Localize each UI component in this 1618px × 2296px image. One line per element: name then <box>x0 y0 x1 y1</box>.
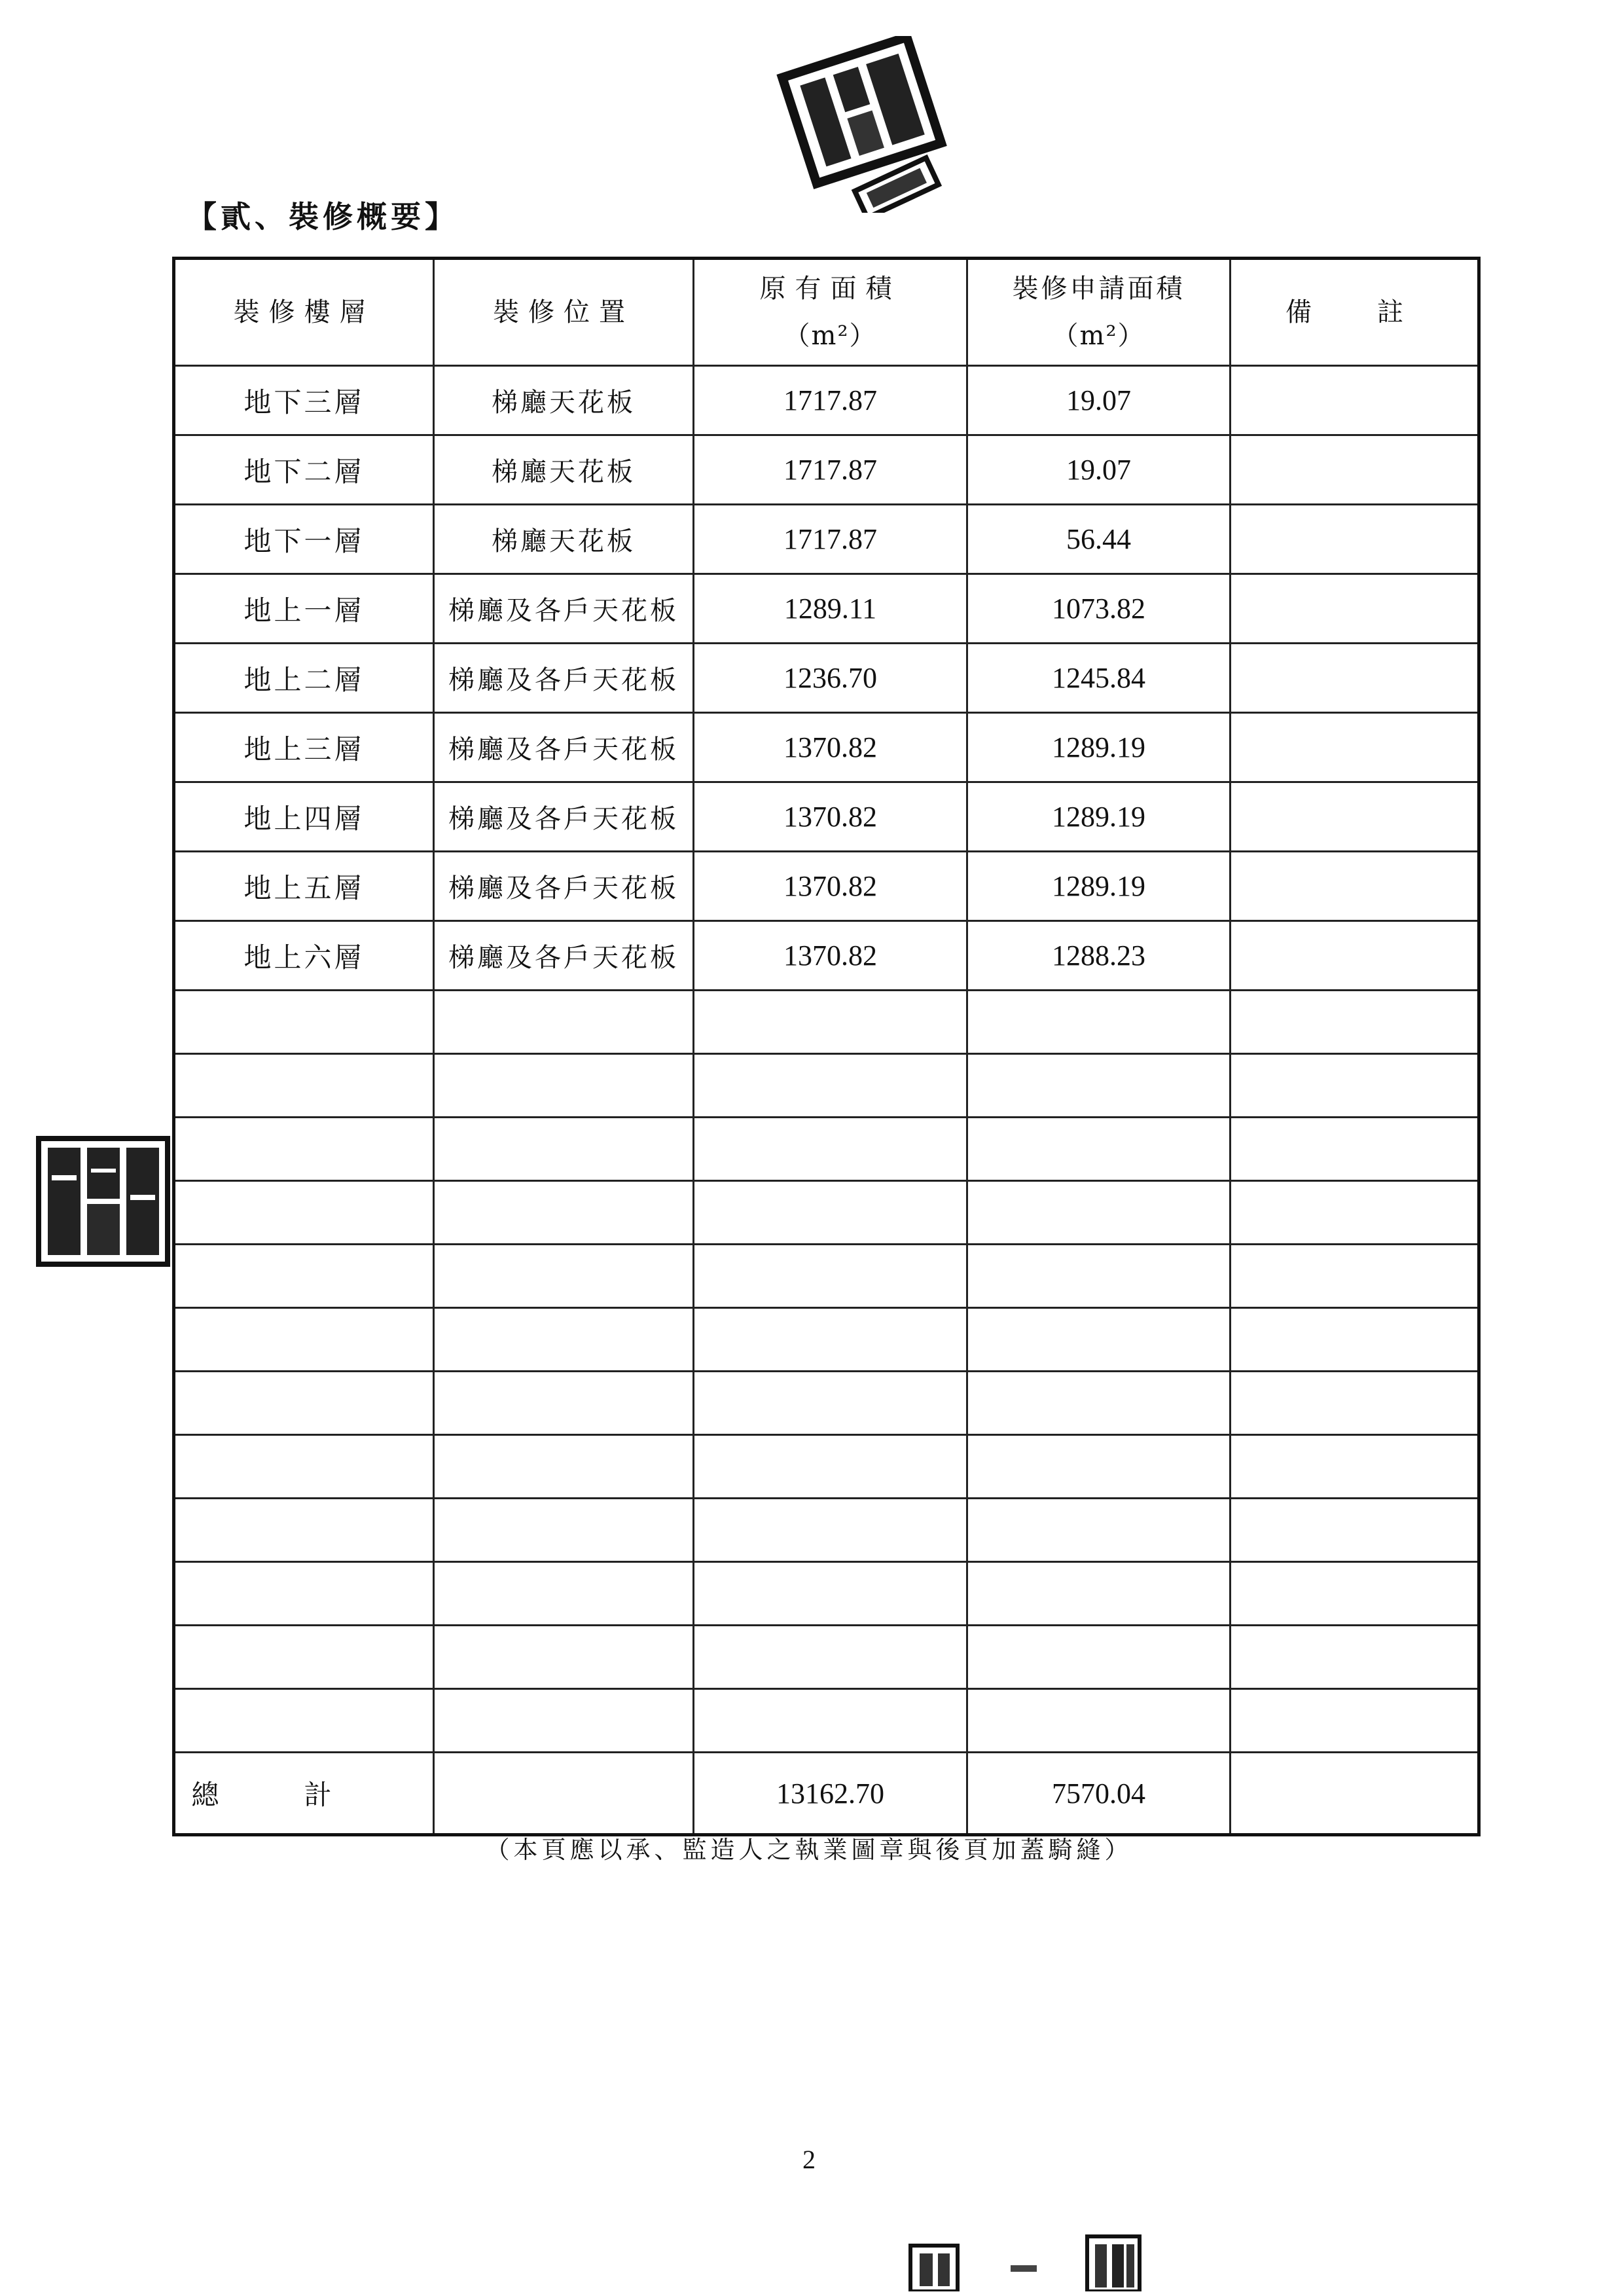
renovation-summary-table <box>172 257 1481 1836</box>
table-row <box>174 435 1479 505</box>
header-original-area <box>694 259 967 366</box>
location-cell: 梯廳及各戶天花板 <box>434 782 694 852</box>
original-area-cell: 1289.11 <box>694 574 967 644</box>
top-seal-stamp <box>772 36 988 213</box>
header-location: 裝修位置 <box>434 259 694 366</box>
floor-cell: 地下三層 <box>174 366 434 435</box>
total-row <box>174 1753 1479 1835</box>
requested-area-cell: 56.44 <box>967 505 1231 574</box>
location-cell: 梯廳及各戶天花板 <box>434 644 694 713</box>
requested-area-cell: 19.07 <box>967 366 1231 435</box>
remarks-cell <box>1231 713 1479 782</box>
total-location-cell <box>434 1753 694 1835</box>
empty-table-row <box>174 1308 1479 1372</box>
page-number: 2 <box>802 2145 816 2174</box>
location-cell: 梯廳天花板 <box>434 435 694 505</box>
requested-area-cell: 1289.19 <box>967 782 1231 852</box>
total-remarks-cell <box>1231 1753 1479 1835</box>
footnote: （本頁應以承、監造人之執業圖章與後頁加蓋騎縫） <box>485 1836 1133 1864</box>
original-area-cell: 1717.87 <box>694 435 967 505</box>
table-row <box>174 574 1479 644</box>
table-row <box>174 505 1479 574</box>
total-original-area: 13162.70 <box>694 1753 967 1835</box>
location-cell: 梯廳及各戶天花板 <box>434 852 694 921</box>
total-label: 總計 <box>174 1753 434 1835</box>
header-requested-area-label: 裝修申請面積 <box>1012 274 1185 304</box>
remarks-cell <box>1231 574 1479 644</box>
original-area-cell: 1236.70 <box>694 644 967 713</box>
floor-cell: 地上三層 <box>174 713 434 782</box>
remarks-cell <box>1231 505 1479 574</box>
remarks-cell <box>1231 366 1479 435</box>
empty-table-row <box>174 1118 1479 1181</box>
side-seal-stamp <box>36 1136 170 1267</box>
requested-area-cell: 19.07 <box>967 435 1231 505</box>
empty-table-row <box>174 1626 1479 1689</box>
original-area-cell: 1717.87 <box>694 366 967 435</box>
section-title: 【貳、裝修概要】 <box>187 199 459 234</box>
total-requested-area: 7570.04 <box>967 1753 1231 1835</box>
original-area-cell: 1370.82 <box>694 782 967 852</box>
requested-area-cell: 1073.82 <box>967 574 1231 644</box>
empty-table-row <box>174 1245 1479 1308</box>
floor-cell: 地下二層 <box>174 435 434 505</box>
table-row <box>174 366 1479 435</box>
requested-area-cell: 1245.84 <box>967 644 1231 713</box>
original-area-cell: 1370.82 <box>694 852 967 921</box>
original-area-cell: 1717.87 <box>694 505 967 574</box>
header-original-area-label: 原有面積 <box>759 274 901 304</box>
original-area-cell: 1370.82 <box>694 713 967 782</box>
floor-cell: 地上四層 <box>174 782 434 852</box>
floor-cell: 地上六層 <box>174 921 434 991</box>
floor-cell: 地上一層 <box>174 574 434 644</box>
header-floor: 裝修樓層 <box>174 259 434 366</box>
location-cell: 梯廳天花板 <box>434 366 694 435</box>
floor-cell: 地上五層 <box>174 852 434 921</box>
remarks-cell <box>1231 782 1479 852</box>
location-cell: 梯廳及各戶天花板 <box>434 713 694 782</box>
bottom-seam-mark <box>1008 2259 1041 2278</box>
requested-area-cell: 1289.19 <box>967 713 1231 782</box>
table-row <box>174 713 1479 782</box>
header-requested-area <box>967 259 1231 366</box>
header-remarks: 備 註 <box>1231 259 1479 366</box>
location-cell: 梯廳天花板 <box>434 505 694 574</box>
empty-table-row <box>174 1499 1479 1562</box>
empty-table-row <box>174 1435 1479 1499</box>
table-row <box>174 852 1479 921</box>
table-header-row <box>174 259 1479 366</box>
empty-table-row <box>174 1562 1479 1626</box>
remarks-cell <box>1231 435 1479 505</box>
bottom-seam-stamp-right <box>1083 2232 1145 2291</box>
location-cell: 梯廳及各戶天花板 <box>434 921 694 991</box>
floor-cell: 地下一層 <box>174 505 434 574</box>
header-requested-area-unit: （m²） <box>1052 321 1145 351</box>
bottom-seam-stamp-left <box>907 2239 965 2291</box>
table-row <box>174 782 1479 852</box>
location-cell: 梯廳及各戶天花板 <box>434 574 694 644</box>
table-row <box>174 644 1479 713</box>
table-row <box>174 921 1479 991</box>
remarks-cell <box>1231 644 1479 713</box>
remarks-cell <box>1231 921 1479 991</box>
empty-table-row <box>174 1372 1479 1435</box>
floor-cell: 地上二層 <box>174 644 434 713</box>
empty-table-row <box>174 1181 1479 1245</box>
header-original-area-unit: （m²） <box>783 321 877 351</box>
remarks-cell <box>1231 852 1479 921</box>
requested-area-cell: 1289.19 <box>967 852 1231 921</box>
empty-table-row <box>174 1689 1479 1753</box>
original-area-cell: 1370.82 <box>694 921 967 991</box>
empty-table-row <box>174 991 1479 1054</box>
requested-area-cell: 1288.23 <box>967 921 1231 991</box>
empty-table-row <box>174 1054 1479 1118</box>
